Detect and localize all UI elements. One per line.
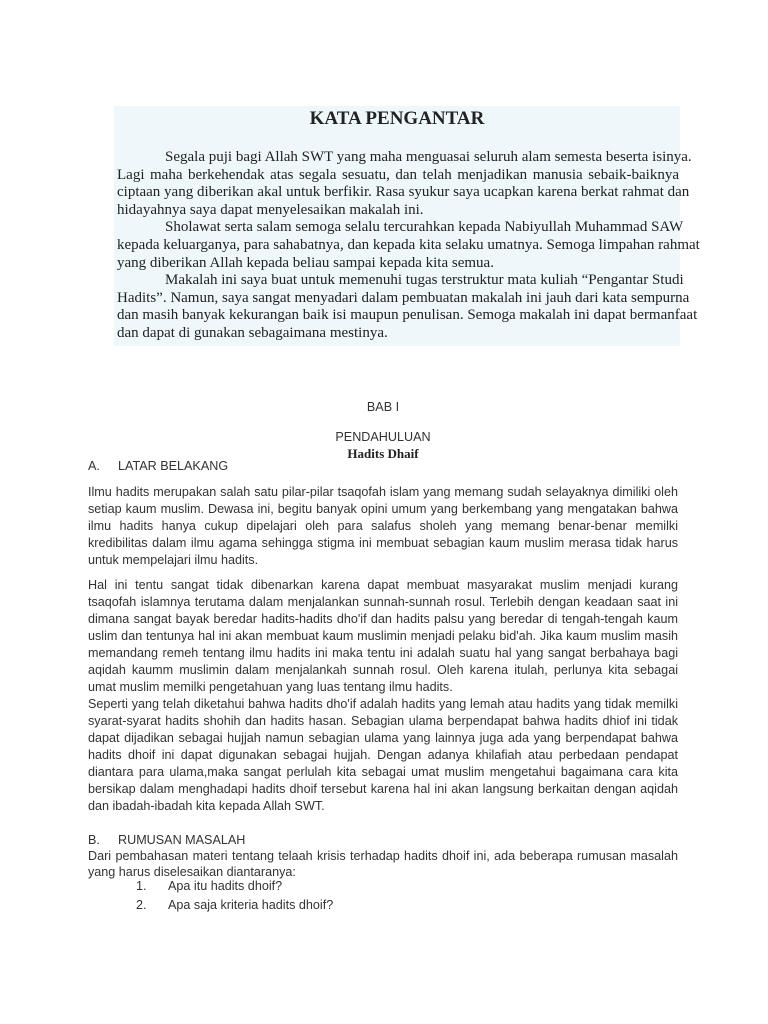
text-line: Sholawat serta salam semoga selalu tercurahkan kepada Nabiyullah Muhammad SAW [165, 219, 684, 236]
text-line: Dari pembahasan materi tentang telaah krisis terhadap hadits dhoif ini, ada beberapa rumusan masalah [88, 849, 678, 863]
chapter-title: PENDAHULUAN [335, 430, 431, 444]
text-line: syarat-syarat hadits shohih dan hadits hasan. Sebagian ulama berpendapat bahwa hadits dhiof ini tidak [88, 714, 678, 728]
text-line: dapat dijadikan sebagai hujjah namun sebagian ulama yang lainnya juga ada yang berpendapat bahwa [88, 731, 678, 745]
section-a-marker: A. [88, 459, 100, 473]
text-line: uslim dan tentunya hal ini akan membuat kaum muslimin menjadi pelaku bid'ah. Jika kaum muslim masih [88, 629, 678, 643]
text-line: umat muslim memilki pengetahuan yang luas tentang ilmu hadits. [88, 680, 453, 694]
paragraph [88, 577, 678, 696]
text-line: Seperti yang telah diketahui bahwa hadits dho'if adalah hadits yang lemah atau hadits yang tidak memilki [88, 697, 678, 711]
text-line: hidayahnya saya dapat menyelesaikan makalah ini. [117, 201, 424, 218]
text-line: kepada keluarganya, para sahabatnya, dan kepada kita selaku umatnya. Semoga limpahan rahmat [117, 236, 700, 253]
preface-text [117, 149, 700, 343]
text-line: yang diberikan Allah kepada beliau sampai kepada kita semua. [117, 254, 494, 271]
text-line: kredibilitas dalam ilmu agama sehingga stigma ini membuat sebagian kaum muslim merasa tidak harus [88, 536, 678, 550]
list-item-text: Apa saja kriteria hadits dhoif? [168, 898, 334, 912]
text-line: untuk mempelajari ilmu hadits. [88, 553, 259, 567]
paragraph [88, 484, 678, 569]
list-item-number: 2. [136, 898, 147, 912]
list-item-number: 1. [136, 879, 147, 893]
chapter-subtitle: Hadits Dhaif [347, 446, 419, 461]
text-line: dan masih banyak kekurangan baik isi maupun penulisan. Semoga makalah ini dapat bermanfaat [117, 307, 698, 324]
paragraph [88, 696, 678, 815]
list-item-text: Apa itu hadits dhoif? [168, 879, 283, 893]
section-a-heading: LATAR BELAKANG [118, 459, 229, 473]
text-line: Makalah ini saya buat untuk memenuhi tugas terstruktur mata kuliah “Pengantar Studi [165, 272, 684, 289]
text-line: memandang remeh tentang ilmu hadits ini maka tentu ini adalah suatu hal yang sangat berbahaya bagi [88, 646, 678, 660]
section-b-marker: B. [88, 833, 100, 847]
text-line: ilmu hadits hanya cukup dipelajari oleh para salafus sholeh yang memang benar-benar memilki [88, 519, 678, 533]
text-line: aqidah kaumm muslimin dalam menjalankah sunnah rosul. Oleh karena itulah, perlunya kita sebagai [88, 663, 678, 677]
section-b-heading: RUMUSAN MASALAH [118, 833, 246, 847]
text-line: bersikap dalam menghadapi hadits dhoif tersebut karena hal ini akan langsung berkaitan dengan aqidah [88, 782, 678, 796]
text-line: dan dapat di gunakan sebagaimana mestinya. [117, 324, 388, 341]
text-line: Segala puji bagi Allah SWT yang maha menguasai seluruh alam semesta beserta isinya. [165, 149, 692, 165]
text-line: ciptaan yang diberikan akal untuk berfikir. Rasa syukur saya ucapkan karena berkat rahmat dan [117, 184, 690, 201]
text-line: dan ibadah-ibadah kita kepada Allah SWT. [88, 799, 325, 813]
text-line: setiap kaum muslim. Dewasa ini, begitu banyak opini umum yang berkembang yang mengatakan bahwa [88, 502, 678, 516]
text-line: Lagi maha berkehendak atas segala sesuatu, dan telah menjadikan manusia sebaik-baiknya [117, 166, 679, 183]
preface-title: KATA PENGANTAR [309, 108, 485, 129]
text-line: Hadits”. Namun, saya sangat menyadari dalam pembuatan makalah ini jauh dari kata sempurna [117, 289, 690, 306]
chapter-number: BAB I [366, 400, 400, 414]
text-line: Hal ini tentu sangat tidak dibenarkan karena dapat membuat masyarakat muslim menjadi kurang [88, 578, 678, 592]
text-line: dimana sangat bayak beredar hadits-hadits dho'if dan hadits palsu yang beredar di tengah-tengah kaum [88, 612, 678, 626]
text-line: diantara para ulama,maka sangat perlulah kita sebagai umat muslim mengetahui bagaimana cara kita [88, 765, 678, 779]
text-line: hadits dhoif ini dapat digunakan sebagai hujjah. Dengan adanya khilafiah atau perbedaan pendapat [88, 748, 678, 762]
text-line: Ilmu hadits merupakan salah satu pilar-pilar tsaqofah islam yang memang sudah selayaknya dimiliki oleh [88, 485, 678, 499]
text-line: yang harus diselesaikan diantaranya: [88, 864, 296, 879]
text-line: tsaqofah islamnya terutama dalam menjalankan sunnah-sunnah rosul. Terlebih dengan keadaan saat ini [88, 595, 678, 609]
section-b-intro [88, 849, 678, 880]
